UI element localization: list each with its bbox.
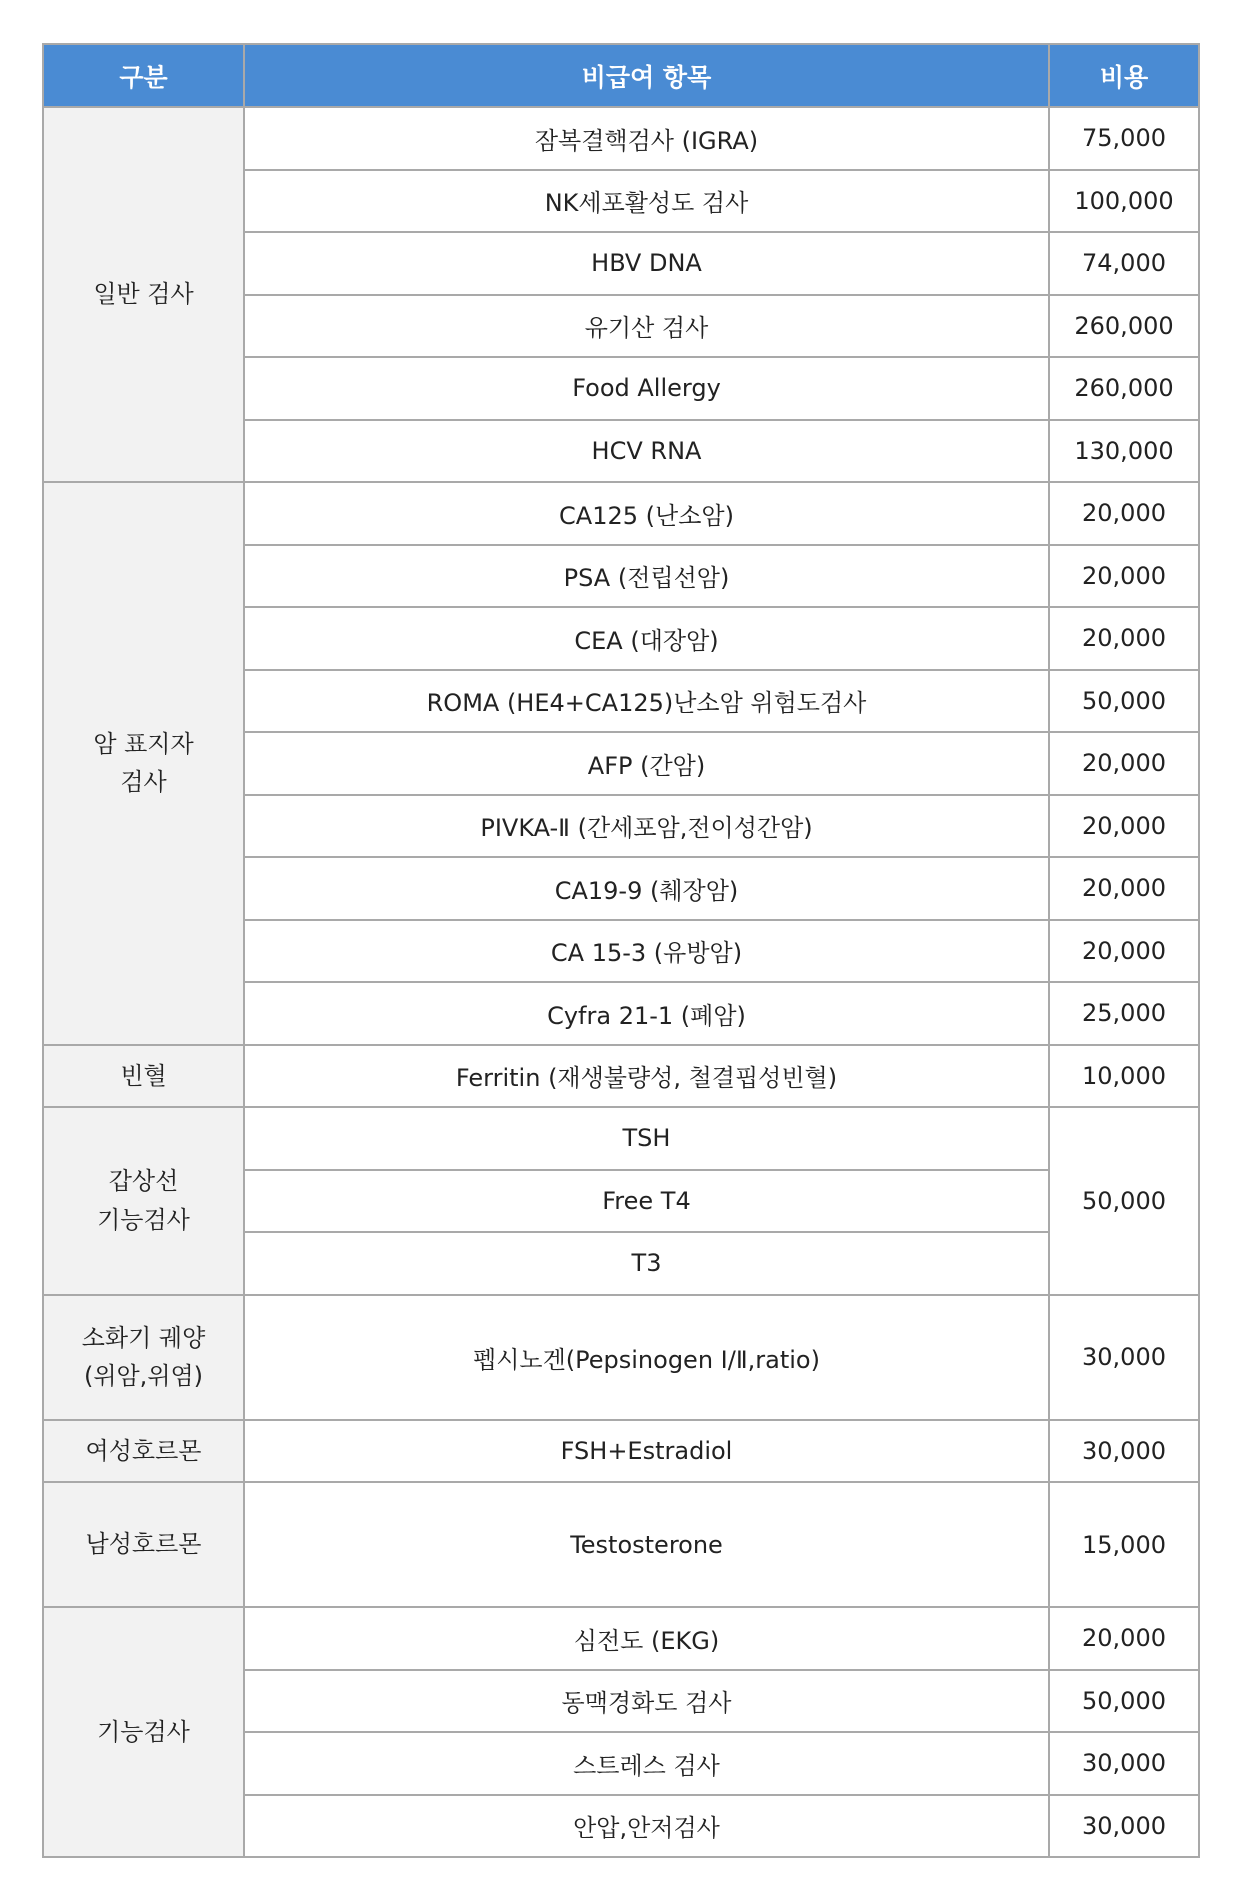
category-label: 여성호르몬	[85, 1436, 202, 1465]
item-cell: 잠복결핵검사 (IGRA)	[244, 107, 1049, 170]
item-cell: 유기산 검사	[244, 295, 1049, 358]
header-price: 비용	[1049, 44, 1199, 107]
item-cell: 펩시노겐(Pepsinogen Ⅰ/Ⅱ,ratio)	[244, 1295, 1049, 1420]
price-cell: 30,000	[1049, 1795, 1199, 1858]
table-row	[43, 1295, 1199, 1420]
item-cell: CEA (대장암)	[244, 607, 1049, 670]
category-cell	[43, 1045, 244, 1108]
price-cell: 20,000	[1049, 732, 1199, 795]
table-row	[43, 1607, 1199, 1670]
item-cell: Food Allergy	[244, 357, 1049, 420]
category-cell	[43, 1295, 244, 1420]
price-cell: 50,000	[1049, 670, 1199, 733]
table-header	[43, 44, 1199, 107]
item-cell: ROMA (HE4+CA125)난소암 위험도검사	[244, 670, 1049, 733]
category-label: 빈혈	[120, 1061, 167, 1090]
item-cell: Testosterone	[244, 1482, 1049, 1607]
category-label: 검사	[120, 768, 167, 797]
price-cell: 20,000	[1049, 795, 1199, 858]
item-cell: HCV RNA	[244, 420, 1049, 483]
price-cell: 20,000	[1049, 545, 1199, 608]
item-cell: TSH	[244, 1107, 1049, 1170]
item-cell: CA19-9 (췌장암)	[244, 857, 1049, 920]
item-cell: NK세포활성도 검사	[244, 170, 1049, 233]
price-cell: 30,000	[1049, 1295, 1199, 1420]
header-category: 구분	[43, 44, 244, 107]
category-label: 갑상선	[108, 1167, 179, 1196]
category-cell	[43, 107, 244, 482]
item-cell: Free T4	[244, 1170, 1049, 1233]
item-cell: 안압,안저검사	[244, 1795, 1049, 1858]
price-cell: 25,000	[1049, 982, 1199, 1045]
category-cell	[43, 1420, 244, 1483]
price-cell: 20,000	[1049, 857, 1199, 920]
price-cell: 10,000	[1049, 1045, 1199, 1108]
header-item: 비급여 항목	[244, 44, 1049, 107]
item-cell: 스트레스 검사	[244, 1732, 1049, 1795]
category-label: 남성호르몬	[85, 1530, 202, 1559]
category-label: (위암,위염)	[83, 1362, 204, 1390]
category-cell	[43, 1607, 244, 1857]
category-label: 기능검사	[97, 1717, 190, 1746]
table-body	[43, 107, 1199, 1857]
price-cell: 260,000	[1049, 295, 1199, 358]
price-cell: 50,000	[1049, 1107, 1199, 1295]
item-cell: T3	[244, 1232, 1049, 1295]
table-row	[43, 1420, 1199, 1483]
item-cell: Cyfra 21-1 (폐암)	[244, 982, 1049, 1045]
price-cell: 75,000	[1049, 107, 1199, 170]
category-cell	[43, 1482, 244, 1607]
item-cell: CA125 (난소암)	[244, 482, 1049, 545]
price-cell: 130,000	[1049, 420, 1199, 483]
category-label: 소화기 궤양	[81, 1323, 206, 1352]
price-cell: 100,000	[1049, 170, 1199, 233]
item-cell: PIVKA-Ⅱ (간세포암,전이성간암)	[244, 795, 1049, 858]
price-cell: 260,000	[1049, 357, 1199, 420]
price-cell: 15,000	[1049, 1482, 1199, 1607]
table-row	[43, 1482, 1199, 1607]
item-cell: FSH+Estradiol	[244, 1420, 1049, 1483]
price-cell: 20,000	[1049, 607, 1199, 670]
price-cell: 74,000	[1049, 232, 1199, 295]
price-cell: 50,000	[1049, 1670, 1199, 1733]
table-row	[43, 107, 1199, 170]
item-cell: 동맥경화도 검사	[244, 1670, 1049, 1733]
price-cell: 30,000	[1049, 1732, 1199, 1795]
table-row	[43, 1045, 1199, 1108]
price-cell: 20,000	[1049, 482, 1199, 545]
category-cell	[43, 482, 244, 1045]
header-row	[43, 44, 1199, 107]
category-label: 기능검사	[97, 1205, 190, 1234]
price-table	[42, 43, 1200, 1858]
item-cell: 심전도 (EKG)	[244, 1607, 1049, 1670]
category-label: 암 표지자	[93, 729, 194, 758]
table-row	[43, 1107, 1199, 1170]
item-cell: AFP (간암)	[244, 732, 1049, 795]
category-label: 일반 검사	[93, 280, 194, 309]
category-cell	[43, 1107, 244, 1295]
item-cell: CA 15-3 (유방암)	[244, 920, 1049, 983]
item-cell: PSA (전립선암)	[244, 545, 1049, 608]
item-cell: Ferritin (재생불량성, 철결핍성빈혈)	[244, 1045, 1049, 1108]
table-row	[43, 482, 1199, 545]
item-cell: HBV DNA	[244, 232, 1049, 295]
price-cell: 20,000	[1049, 920, 1199, 983]
price-cell: 20,000	[1049, 1607, 1199, 1670]
price-cell: 30,000	[1049, 1420, 1199, 1483]
